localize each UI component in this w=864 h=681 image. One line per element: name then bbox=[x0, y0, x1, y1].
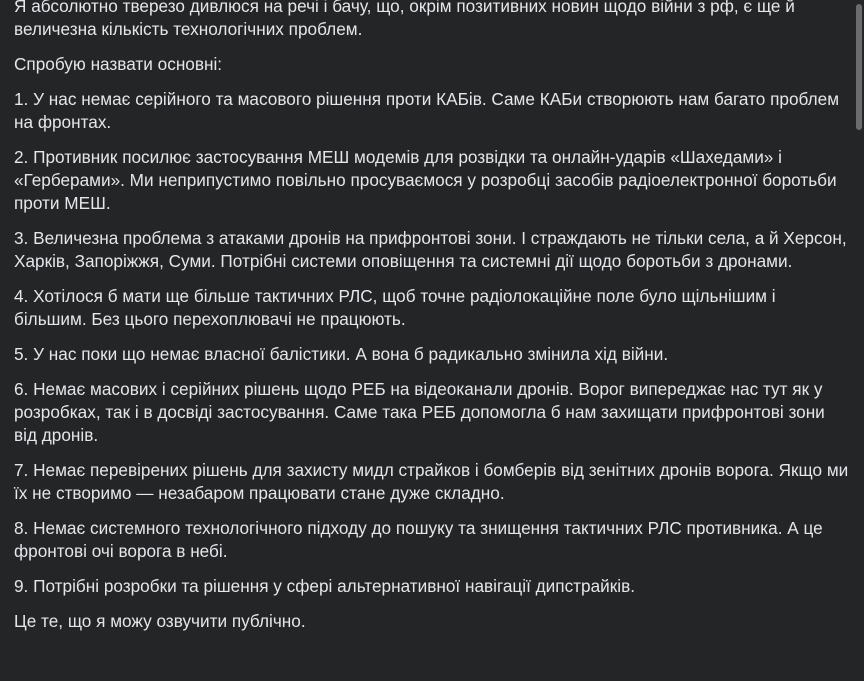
post-paragraph-intro: Я абсолютно тверезо дивлюся на речі і бачу, що, окрім позитивних новин щодо війни з рф, є ще й величезна кількість технологічних проблем. bbox=[14, 0, 795, 39]
scrollbar[interactable] bbox=[852, 0, 864, 681]
post-paragraph-item-2: 2. Противник посилює застосування МЕШ модемів для розвідки та онлайн-ударів «Шахедами» і «Герберами». Ми неприпустимо повільно просуваємося у розробці засобів радіоелектронної боротьби проти МЕШ. bbox=[14, 147, 837, 213]
post-paragraph-item-3: 3. Величезна проблема з атаками дронів на прифронтові зони. І страждають не тільки села, а й Херсон, Харків, Запоріжжя, Суми. Потрібні системи оповіщення та системні дії щодо боротьби з дронами. bbox=[14, 228, 847, 271]
post-paragraph-item-8: 8. Немає системного технологічного підходу до пошуку та знищення тактичних РЛС противника. А це фронтові очі ворога в небі. bbox=[14, 518, 823, 561]
scrollbar-thumb[interactable] bbox=[856, 4, 862, 130]
post-paragraph-lead: Спробую назвати основні: bbox=[14, 54, 223, 74]
post-paragraph-item-6: 6. Немає масових і серійних рішень щодо РЕБ на відеоканали дронів. Ворог випереджає нас тут як у розробках, так і в досвіді застосування. Саме така РЕБ допомогла б нам захищати прифронтові зони від дронів. bbox=[14, 379, 825, 445]
post-paragraph-item-1: 1. У нас немає серійного та масового рішення проти КАБів. Саме КАБи створюють нам багато проблем на фронтах. bbox=[14, 89, 840, 132]
post-paragraph-item-7: 7. Немає перевірених рішень для захисту мидл страйков і бомберів від зенітних дронів ворога. Якщо ми їх не створимо — незабаром працювати стане дуже складно. bbox=[14, 460, 849, 503]
post-text bbox=[14, 0, 852, 645]
post-paragraph-item-9: 9. Потрібні розробки та рішення у сфері альтернативної навігації дипстрайків. bbox=[14, 576, 636, 596]
post-paragraph-item-5: 5. У нас поки що немає власної балістики. А вона б радикально змінила хід війни. bbox=[14, 344, 669, 364]
post-paragraph-closing: Це те, що я можу озвучити публічно. bbox=[14, 611, 306, 631]
post-paragraph-item-4: 4. Хотілося б мати ще більше тактичних РЛС, щоб точне радіолокаційне поле було щільнішим і більшим. Без цього перехоплювачі не працюють. bbox=[14, 286, 776, 329]
